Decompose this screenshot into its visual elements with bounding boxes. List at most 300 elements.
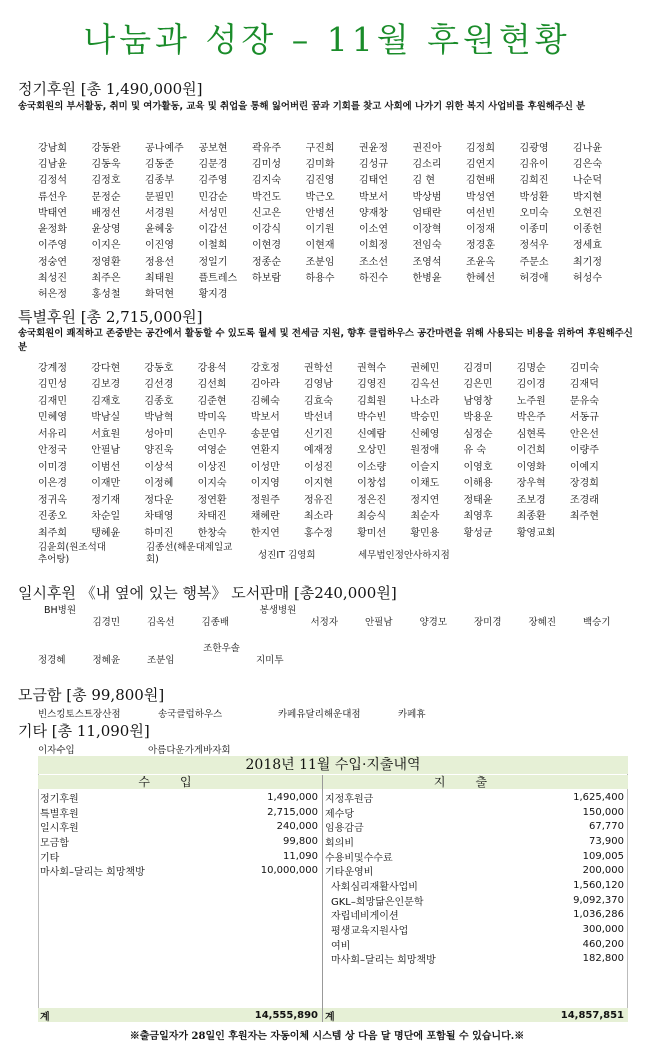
collection-item-3: 카페유달리해운대점 [278,709,361,720]
special-donor: 최소라 [303,511,333,523]
expense-row [323,893,628,908]
special-donor: 차태진 [197,511,227,523]
regular-donor: 김연지 [466,158,495,170]
special-donor: 정다운 [144,494,174,506]
regular-donor: 신고은 [252,207,281,219]
special-donor: 신기진 [303,428,333,440]
regular-donor: 이현경 [252,240,281,252]
regular-row [38,138,627,154]
regular-donor: 나순덕 [573,175,602,187]
expense-label: 평생교육지원사업 [331,926,409,938]
regular-donor: 조영석 [412,256,442,268]
special-donor: 문유숙 [569,395,599,407]
income-value: 10,000,000 [260,865,318,877]
regular-donor: 김문경 [198,158,228,170]
regular-donor: 김진영 [305,175,335,187]
other-item-2: 아름다운가게바자회 [148,745,231,756]
regular-donor: 이주영 [38,240,67,252]
expense-total-label: 계 [325,1011,335,1023]
expense-value: 9,092,370 [573,894,624,906]
special-row [38,424,623,441]
regular-donor: 구진희 [305,142,335,154]
special-donor: 정기재 [91,494,121,506]
special-donor: 이영화 [516,461,546,473]
special-donor: 정유진 [303,494,333,506]
regular-donor: 윤상영 [91,224,121,236]
ledger-title: 2018년 11월 수입·지출내역 [38,756,628,774]
special-donor: 정태윤 [463,494,493,506]
special-donor: 박선녀 [303,412,333,424]
special-donor: 김희원 [357,395,387,407]
regular-donor: 공나예주 [145,142,184,154]
special-extra-2: 김종선(해운대제일교회) [146,542,233,565]
regular-donor: 주문소 [519,256,549,268]
regular-donor: 엄태란 [412,207,442,219]
regular-donor: 김지숙 [252,175,281,187]
income-row [38,790,322,805]
regular-donor: 김광영 [519,142,549,154]
special-donor: 연환지 [250,445,280,457]
special-donor: 강다현 [91,362,121,374]
regular-donor: 이정재 [466,224,495,236]
special-donor: 남영창 [463,395,493,407]
special-donor: 박미옥 [197,412,227,424]
regular-donor: 정세효 [573,240,602,252]
special-donor: 여영순 [197,445,227,457]
income-label: 마사회–달리는 희망책방 [40,867,145,879]
special-donor: 황미선 [357,527,387,539]
special-donor: 이해용 [463,478,493,490]
regular-donor: 안병선 [305,207,335,219]
expense-row [323,834,628,849]
special-donor: 이슬지 [410,461,440,473]
special-row [38,358,623,375]
regular-donor: 서경원 [145,207,174,219]
special-donor: 강용석 [197,362,227,374]
income-label: 특별후원 [40,808,79,820]
expense-label: 마사회–달리는 희망책방 [331,955,436,967]
special-donor: 차순일 [91,511,121,523]
regular-donor: 조소선 [359,256,388,268]
regular-donor: 김주영 [198,175,228,187]
income-label: 정기후원 [40,793,79,805]
regular-donor: 권윤정 [359,142,388,154]
regular-row [38,203,627,219]
special-row [38,391,623,408]
expense-value: 182,800 [582,953,624,965]
special-donor: 김효숙 [303,395,333,407]
special-donor: 하미진 [144,527,174,539]
special-donor: 이창섭 [357,478,387,490]
special-donor: 이미경 [38,461,67,473]
collection-item-1: 빈스킹토스트장산점 [38,709,121,720]
special-donor: 채혜란 [250,511,280,523]
regular-donor: 박상범 [412,191,442,203]
special-donor: 정연환 [197,494,227,506]
special-donor: 황영교회 [516,527,556,539]
special-donor: 김종호 [144,395,174,407]
special-donor: 권혜민 [410,362,440,374]
expense-total-row [323,1008,628,1022]
special-donor: 손민우 [197,428,227,440]
regular-donor: 김희진 [519,175,549,187]
special-donor: 한지연 [250,527,280,539]
onetime-donor: 양경모 [419,617,448,628]
special-donor: 이상석 [144,461,174,473]
special-donor: 오상민 [357,445,387,457]
expense-value: 109,005 [582,850,624,862]
expense-label: 임용감금 [325,823,364,835]
regular-donor: 조분임 [305,256,335,268]
special-donor: 이건희 [516,445,546,457]
special-donor: 박남혁 [144,412,174,424]
special-donor: 이영호 [463,461,493,473]
special-donor: 조경래 [569,494,599,506]
regular-donor: 하용수 [305,273,335,285]
onetime-donor: 장혜진 [528,617,557,628]
regular-donor: 홍성철 [91,289,121,301]
special-donor: 심정순 [463,428,493,440]
expense-value: 300,000 [582,924,624,936]
expense-row [323,863,628,878]
regular-donor: 허경애 [519,273,549,285]
regular-donor: 민감순 [198,191,228,203]
special-donor: 서효원 [91,428,121,440]
special-donor: 김민성 [38,379,67,391]
regular-donor: 허성수 [573,273,602,285]
regular-donor: 이기원 [305,224,335,236]
expense-label: 여비 [331,940,351,952]
special-row [38,523,623,540]
special-donor: 이지숙 [197,478,227,490]
expense-label: 제수당 [325,808,354,820]
income-label: 기타 [40,852,60,864]
special-donor: 박남실 [91,412,121,424]
regular-donor: 하진수 [359,273,388,285]
regular-donor: 한혜선 [466,273,495,285]
special-donor: 서동규 [569,412,599,424]
expense-row [323,908,628,923]
special-donor: 이예지 [569,461,599,473]
regular-donor: 박보서 [359,191,388,203]
expense-value: 200,000 [582,865,624,877]
special-donor: 정지연 [410,494,440,506]
special-donor: 이지현 [303,478,333,490]
special-donor: 박수빈 [357,412,387,424]
onetime-donor: 백승기 [583,617,611,628]
regular-donor: 정일기 [198,256,228,268]
special-row [38,490,623,507]
onetime-donor: 정경혜 [38,655,66,666]
onetime-donor: 서정자 [310,617,339,628]
special-donor: 성아미 [144,428,174,440]
special-donor: 최승식 [357,511,387,523]
special-donor: 정원주 [250,494,280,506]
regular-donor: 김남윤 [38,158,67,170]
regular-row [38,285,627,301]
special-donor: 장경희 [569,478,599,490]
regular-donor: 윤정화 [38,224,67,236]
special-donor: 노주원 [516,395,546,407]
regular-donor: 김나윤 [573,142,602,154]
regular-donor: 오현진 [573,207,602,219]
regular-row [38,236,627,252]
expense-header: 지출 [323,775,628,789]
special-row [38,441,623,458]
regular-donor: 이장혁 [412,224,442,236]
regular-donor: 서성민 [198,207,228,219]
expense-value: 150,000 [582,806,624,818]
regular-donor: 김소리 [412,158,442,170]
expense-row [323,849,628,864]
special-extra-3: 성진IT 김영희 [258,550,316,561]
special-donor: 김명순 [516,362,546,374]
special-donor: 김재호 [91,395,121,407]
special-donor: 심현록 [516,428,546,440]
regular-donor: 이강식 [252,224,281,236]
onetime-donors [38,605,638,675]
regular-donor: 플트레스 [198,273,238,285]
special-donor: 신혜영 [410,428,440,440]
special-donor: 김영진 [357,379,387,391]
expense-row [323,790,628,805]
special-donor-grid [38,358,623,540]
regular-donor: 이지은 [91,240,121,252]
special-donor: 원정애 [410,445,440,457]
special-donor: 김경미 [463,362,493,374]
income-total-label: 계 [40,1011,50,1023]
special-donor: 최주현 [569,511,599,523]
regular-donor: 윤혜웅 [145,224,174,236]
special-donor: 이성만 [250,461,280,473]
special-donor: 강동호 [144,362,174,374]
expense-value: 67,770 [589,821,624,833]
special-donor: 조보경 [516,494,546,506]
expense-row [323,952,628,967]
expense-value: 1,036,286 [573,909,624,921]
special-donor: 안필남 [91,445,121,457]
onetime-donor: 김종배 [201,617,230,628]
regular-donor: 배정선 [91,207,121,219]
regular-donor: 박성연 [466,191,495,203]
regular-donor: 허은정 [38,289,67,301]
income-value: 99,800 [283,835,318,847]
expense-label: 수용비및수수료 [325,852,393,864]
regular-donor: 강동완 [91,142,121,154]
regular-donor: 문필민 [145,191,174,203]
special-donor: 예재정 [303,445,333,457]
regular-donor: 박지현 [573,191,602,203]
expense-label: GKL–희망닮은인문학 [331,896,424,908]
special-donor: 나소라 [410,395,440,407]
collection-item-4: 카페휴 [398,709,426,720]
onetime-donor: 지미투 [256,655,284,666]
regular-donor: 정영환 [91,256,121,268]
expense-row [323,922,628,937]
special-donor: 김은민 [463,379,493,391]
regular-donor: 최기정 [573,256,602,268]
special-extra-4: 세무법인정안사하지점 [358,550,450,561]
income-label: 일시후원 [40,823,79,835]
special-row [38,457,623,474]
special-donor: 이상진 [197,461,227,473]
regular-donor: 정용선 [145,256,174,268]
regular-heading: 정기후원 [총 1,490,000원] [18,80,203,98]
special-donor: 권혁수 [357,362,387,374]
income-row [38,834,322,849]
onetime-donor: 정혜윤 [92,655,121,666]
special-donor: 이정혜 [144,478,174,490]
income-value: 11,090 [283,850,318,862]
regular-donor: 김미성 [252,158,281,170]
expense-row [323,805,628,820]
income-row [38,819,322,834]
special-donor: 안은선 [569,428,599,440]
special-donor: 송문엽 [250,428,280,440]
onetime-donor: 조분임 [147,655,175,666]
regular-donor: 김성규 [359,158,388,170]
special-donor: 정귀옥 [38,494,67,506]
special-donor: 탱혜윤 [91,527,121,539]
regular-row [38,252,627,268]
special-donor: 최순자 [410,511,440,523]
expense-value: 460,200 [582,938,624,950]
special-heading: 특별후원 [총 2,715,000원] [18,308,203,326]
expense-value: 1,625,400 [573,791,624,803]
regular-donor-grid [38,138,627,301]
onetime-donor: 김옥선 [147,617,175,628]
special-donor: 최영후 [463,511,493,523]
regular-donor: 김종부 [145,175,174,187]
regular-donor: 김정희 [466,142,495,154]
regular-donor: 정석우 [519,240,549,252]
special-row [38,375,623,392]
special-donor: 홍수정 [303,527,333,539]
regular-donor: 김태언 [359,175,388,187]
regular-donor: 이현재 [305,240,335,252]
special-donor: 최주희 [38,527,67,539]
expense-list [323,790,628,966]
special-donor: 이재만 [91,478,121,490]
onetime-donor: 김경민 [92,617,121,628]
regular-donor: 전임숙 [412,240,442,252]
collection-item-2: 송국클럽하우스 [158,709,223,720]
regular-donor: 여선빈 [466,207,495,219]
onetime-donor: 조한우솔 [203,643,240,654]
expense-label: 자립네비게이션 [331,911,399,923]
special-donor: 김미숙 [569,362,599,374]
special-donor: 김영남 [303,379,333,391]
regular-donor: 이진영 [145,240,174,252]
regular-donor: 류선우 [38,191,67,203]
expense-row [323,878,628,893]
regular-donor: 김정호 [91,175,121,187]
income-label: 모금함 [40,837,69,849]
special-donor: 이채도 [410,478,440,490]
special-donor: 김보경 [91,379,121,391]
other-item-1: 이자수입 [38,745,75,756]
income-row [38,849,322,864]
special-donor: 김이경 [516,379,546,391]
special-donor: 김선희 [197,379,227,391]
regular-donor: 박태연 [38,207,67,219]
special-donor: 서유리 [38,428,67,440]
special-row [38,408,623,425]
expense-value: 73,900 [589,835,624,847]
regular-donor: 김정석 [38,175,67,187]
footer-note: ※출금일자가 28일인 후원자는 자동이체 시스템 상 다음 달 명단에 포함될 수 있습니다.※ [129,1031,525,1042]
special-donor: 정은진 [357,494,387,506]
regular-donor: 김유이 [519,158,549,170]
onetime-heading: 일시후원 《내 옆에 있는 행복》 도서판매 [총240,000원] [18,584,397,602]
income-value: 240,000 [276,821,318,833]
special-donor: 황민용 [410,527,440,539]
special-donor: 장우혁 [516,478,546,490]
regular-donor: 김 현 [412,175,435,187]
regular-donor: 정숭연 [38,256,67,268]
income-header: 수입 [38,775,322,789]
special-donor: 권학선 [303,362,333,374]
special-extra-donors [38,542,638,572]
expense-row [323,819,628,834]
regular-row [38,268,627,284]
regular-donor: 하보람 [252,273,281,285]
onetime-donor: 장미경 [474,617,502,628]
expense-total-value: 14,857,851 [560,1009,624,1021]
regular-donor: 화덕현 [145,289,174,301]
special-donor: 이성진 [303,461,333,473]
special-donor: 박보서 [250,412,280,424]
special-donor: 박용운 [463,412,493,424]
special-donor: 진종오 [38,511,67,523]
regular-donor: 조윤옥 [466,256,495,268]
regular-donor: 문정순 [91,191,121,203]
special-donor: 김혜숙 [250,395,280,407]
income-total-value: 14,555,890 [254,1009,318,1021]
special-donor: 신예람 [357,428,387,440]
regular-donor: 김동준 [145,158,174,170]
special-donor: 이지영 [250,478,280,490]
special-donor: 안정국 [38,445,67,457]
regular-donor: 이철희 [198,240,228,252]
special-donor: 민혜영 [38,412,67,424]
regular-donor: 최주은 [91,273,121,285]
regular-donor: 양재창 [359,207,388,219]
expense-label: 기타운영비 [325,867,374,879]
income-row [38,863,322,878]
special-donor: 이범선 [91,461,121,473]
regular-donor: 정종순 [252,256,281,268]
special-donor: 박승민 [410,412,440,424]
regular-donor: 이종헌 [573,224,602,236]
regular-row [38,171,627,187]
regular-donor: 곽유주 [252,142,281,154]
expense-label: 지정후원금 [325,793,374,805]
regular-donor: 박건도 [252,191,281,203]
regular-donor: 김미화 [305,158,335,170]
special-donor: 김재민 [38,395,67,407]
special-donor: 양진욱 [144,445,174,457]
special-donor: 김선경 [144,379,174,391]
special-donor: 김아라 [250,379,280,391]
regular-donor: 박성환 [519,191,549,203]
special-description: 송국회원이 쾌적하고 존중받는 공간에서 활동할 수 있도록 월세 및 전세금 지원, 향후 클럽하우스 공간마련을 위해 사용되는 비용을 위하여 후원해주신 분 [18,328,633,353]
regular-row [38,154,627,170]
other-heading: 기타 [총 11,090원] [18,722,150,740]
regular-donor: 강남희 [38,142,67,154]
regular-donor: 공보현 [198,142,228,154]
income-value: 2,715,000 [267,806,318,818]
